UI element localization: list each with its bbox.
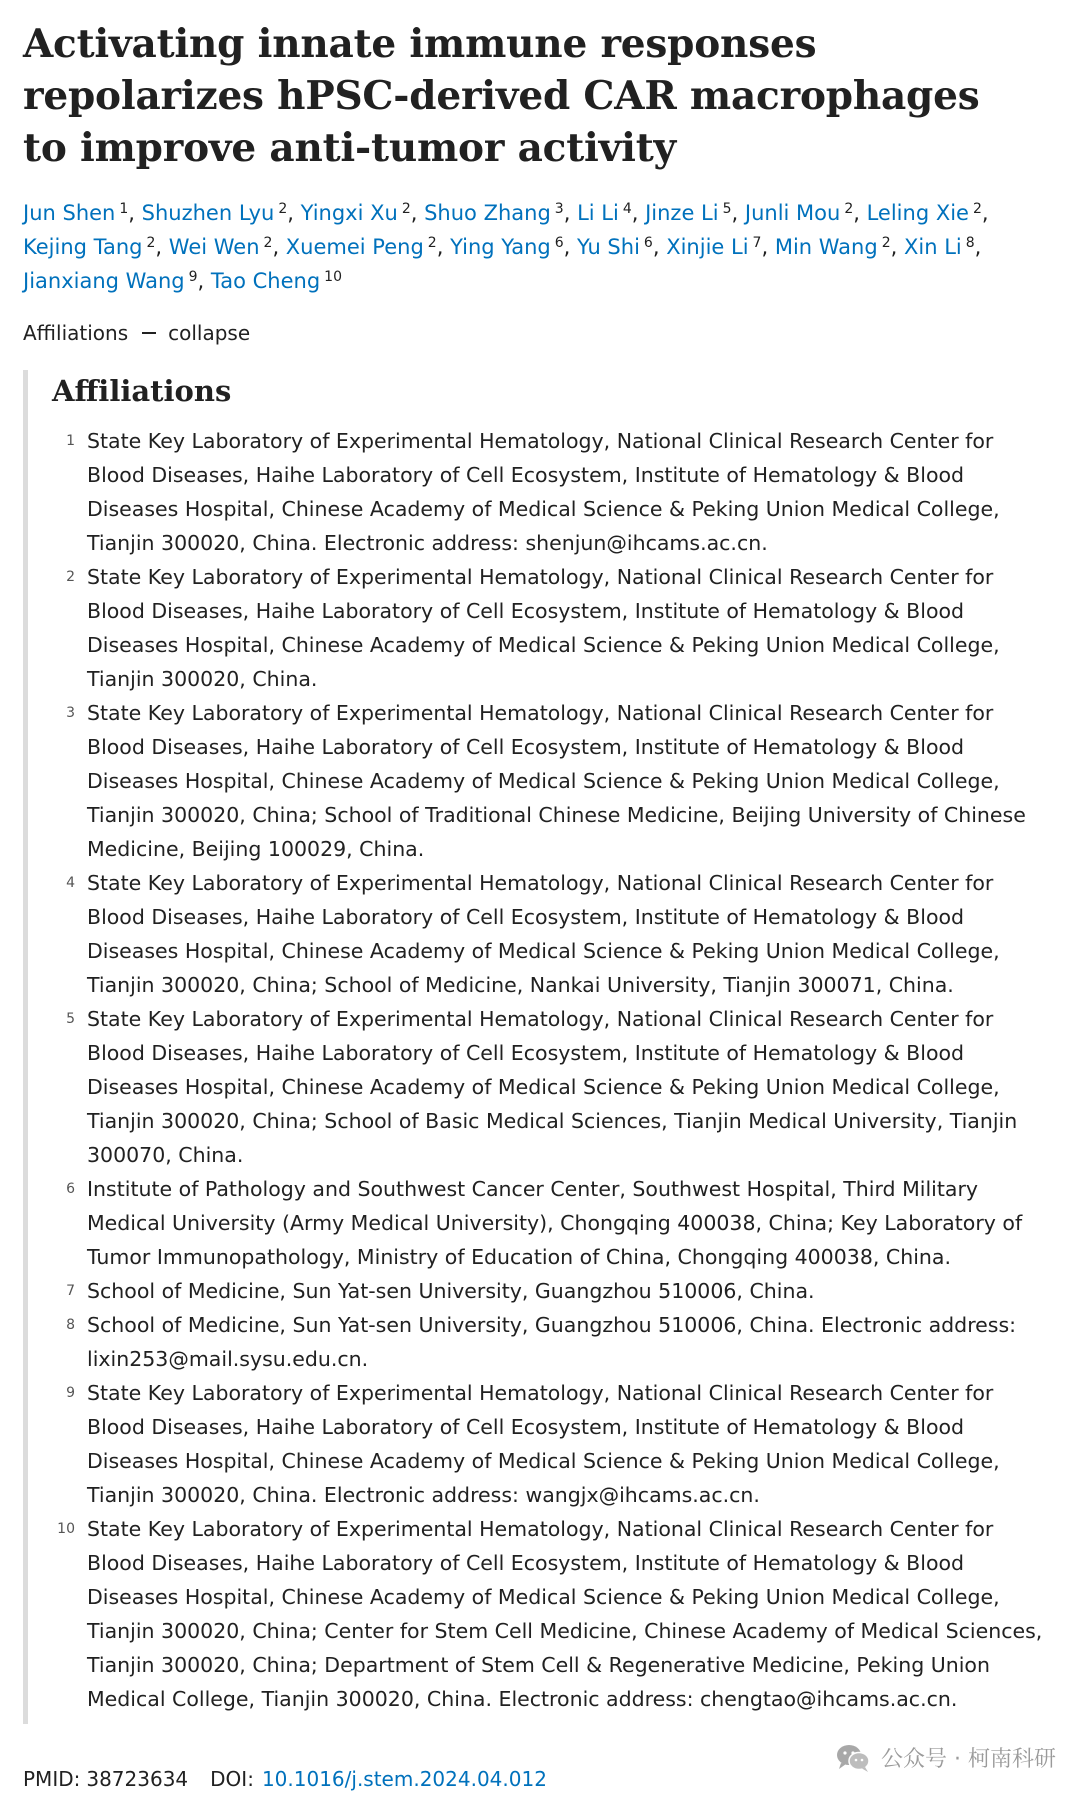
affiliation-item	[52, 1274, 1053, 1308]
author-item	[666, 235, 761, 259]
author-affiliation-ref[interactable]: 2	[146, 235, 156, 251]
author-affiliation-ref[interactable]: 7	[752, 235, 762, 251]
doi-link[interactable]: 10.1016/j.stem.2024.04.012	[261, 1767, 547, 1791]
affiliations-list	[52, 424, 1053, 1716]
pmid-label: PMID:	[23, 1767, 81, 1791]
collapse-button[interactable]: collapse	[168, 321, 251, 345]
author-affiliation-ref[interactable]: 2	[881, 235, 891, 251]
affiliations-toggle-label: Affiliations	[23, 321, 129, 345]
author-link[interactable]: Jinze Li	[645, 201, 719, 225]
author-item	[23, 269, 198, 293]
author-affiliation-ref[interactable]: 2	[263, 235, 273, 251]
author-link[interactable]: Xinjie Li	[666, 235, 749, 259]
author-item	[577, 235, 653, 259]
author-item	[645, 201, 731, 225]
affiliation-text: State Key Laboratory of Experimental Hematology, National Clinical Research Center for Blood Diseases, Haihe Laboratory of Cell Ecosystem, Institute of Hematology & Blood Diseases Hospital, Chinese Academy of Medical Science & Peking Union Medical College, Tianjin 300020, China; School of Traditional Chinese Medicine, Beijing University of Chinese Medicine, Beijing 100029, China.	[87, 701, 1026, 861]
affiliation-item	[52, 1376, 1053, 1512]
affiliation-item	[52, 560, 1053, 696]
author-item	[424, 201, 564, 225]
affiliation-item	[52, 424, 1053, 560]
affiliation-number: 7	[66, 1283, 75, 1299]
affiliation-number: 5	[66, 1011, 75, 1027]
author-item	[577, 201, 632, 225]
affiliation-number: 6	[66, 1181, 75, 1197]
affiliation-number: 9	[66, 1385, 75, 1401]
affiliation-item	[52, 1172, 1053, 1274]
author-list: Jun Shen $^1$, Shuzhen Lyu $^2$, Yingxi Xu $^2$, Shuo Zhang $^3$, Li Li $^4$, Jinze Li $^5$, Junli Mou $^2$, Leling Xie $^2$, Kejing Tang $^2$, Wei Wen $^2$, Xuemei Peng $^2$, Ying Yang $^6$, Yu Shi $^6$, Xinjie Li $^7$, Min Wang $^2$, Xin Li $^8$, Jianxiang Wang $^9$, Tao Cheng $^{10}$	[23, 201, 989, 293]
watermark-text: 公众号 · 柯南科研	[881, 1747, 1056, 1772]
author-link[interactable]: Xuemei Peng	[285, 235, 424, 259]
affiliations-panel	[23, 370, 1053, 1724]
affiliation-number: 3	[66, 705, 75, 721]
author-item	[904, 235, 975, 259]
author-link[interactable]: Yu Shi	[577, 235, 640, 259]
author-affiliation-ref[interactable]: 8	[965, 235, 975, 251]
affiliations-toggle[interactable]	[23, 318, 1053, 348]
article-page	[23, 18, 1053, 1794]
author-affiliation-ref[interactable]: 3	[554, 201, 564, 217]
author-affiliation-ref[interactable]: 2	[278, 201, 288, 217]
affiliation-item	[52, 1002, 1053, 1172]
author-item	[23, 235, 155, 259]
affiliations-heading: Affiliations	[52, 374, 232, 408]
collapse-dash-icon	[142, 332, 156, 334]
author-link[interactable]: Min Wang	[774, 235, 878, 259]
author-affiliation-ref[interactable]: 5	[722, 201, 732, 217]
author-link[interactable]: Tao Cheng	[210, 269, 321, 293]
affiliation-text: School of Medicine, Sun Yat-sen University, Guangzhou 510006, China. Electronic address: lixin253@mail.sysu.edu.cn.	[87, 1313, 1017, 1371]
author-affiliation-ref[interactable]: 2	[401, 201, 411, 217]
author-item	[867, 201, 982, 225]
affiliation-text: State Key Laboratory of Experimental Hematology, National Clinical Research Center for Blood Diseases, Haihe Laboratory of Cell Ecosystem, Institute of Hematology & Blood Diseases Hospital, Chinese Academy of Medical Science & Peking Union Medical College, Tianjin 300020, China.	[87, 565, 1000, 691]
author-affiliation-ref[interactable]: 2	[844, 201, 854, 217]
author-link[interactable]: Xin Li	[903, 235, 962, 259]
author-item	[169, 235, 273, 259]
author-affiliation-ref[interactable]: 6	[554, 235, 564, 251]
affiliation-number: 8	[66, 1317, 75, 1333]
author-link[interactable]: Leling Xie	[866, 201, 969, 225]
author-item	[286, 235, 437, 259]
affiliation-text: State Key Laboratory of Experimental Hematology, National Clinical Research Center for Blood Diseases, Haihe Laboratory of Cell Ecosystem, Institute of Hematology & Blood Diseases Hospital, Chinese Academy of Medical Science & Peking Union Medical College, Tianjin 300020, China; School of Medicine, Nankai University, Tianjin 300071, China.	[87, 871, 1000, 997]
author-link[interactable]: Wei Wen	[168, 235, 260, 259]
author-affiliation-ref[interactable]: 4	[622, 201, 632, 217]
author-link[interactable]: Jianxiang Wang	[23, 269, 185, 293]
affiliation-text: School of Medicine, Sun Yat-sen University, Guangzhou 510006, China.	[87, 1279, 815, 1303]
affiliation-text: State Key Laboratory of Experimental Hematology, National Clinical Research Center for Blood Diseases, Haihe Laboratory of Cell Ecosystem, Institute of Hematology & Blood Diseases Hospital, Chinese Academy of Medical Science & Peking Union Medical College, Tianjin 300020, China; Center for Stem Cell Medicine, Chinese Academy of Medical Sciences, Tianjin 300020, China; Department of Stem Cell & Regenerative Medicine, Peking Union Medical College, Tianjin 300020, China. Electronic address: chengtao@ihcams.ac.cn.	[87, 1517, 1043, 1711]
author-affiliation-ref[interactable]: 6	[643, 235, 653, 251]
affiliation-number: 10	[57, 1521, 75, 1537]
affiliation-number: 4	[66, 875, 75, 891]
affiliation-item	[52, 1308, 1053, 1376]
author-item	[450, 235, 564, 259]
author-affiliation-ref[interactable]: 10	[324, 269, 342, 285]
author-link[interactable]: Shuzhen Lyu	[141, 201, 275, 225]
affiliation-number: 1	[66, 433, 75, 449]
pmid-value: 38723634	[86, 1767, 189, 1791]
affiliation-item	[52, 1512, 1053, 1716]
author-item	[211, 269, 342, 293]
author-link[interactable]: Li Li	[577, 201, 619, 225]
author-item	[745, 201, 853, 225]
author-link[interactable]: Kejing Tang	[23, 235, 143, 259]
affiliation-number: 2	[66, 569, 75, 585]
affiliation-item	[52, 696, 1053, 866]
author-affiliation-ref[interactable]: 2	[972, 201, 982, 217]
author-affiliation-ref[interactable]: 9	[188, 269, 198, 285]
author-link[interactable]: Yingxi Xu	[300, 201, 398, 225]
author-affiliation-ref[interactable]: 2	[427, 235, 437, 251]
watermark	[835, 1742, 1056, 1773]
author-link[interactable]: Jun Shen	[23, 201, 116, 225]
author-item	[775, 235, 891, 259]
author-link[interactable]: Junli Mou	[744, 201, 841, 225]
author-item	[23, 201, 128, 225]
affiliation-text: Institute of Pathology and Southwest Cancer Center, Southwest Hospital, Third Military Medical University (Army Medical University), Chongqing 400038, China; Key Laboratory of Tumor Immunopathology, Ministry of Education of China, Chongqing 400038, China.	[87, 1177, 1023, 1269]
author-item	[301, 201, 411, 225]
affiliation-text: State Key Laboratory of Experimental Hematology, National Clinical Research Center for Blood Diseases, Haihe Laboratory of Cell Ecosystem, Institute of Hematology & Blood Diseases Hospital, Chinese Academy of Medical Science & Peking Union Medical College, Tianjin 300020, China. Electronic address: shenjun@ihcams.ac.cn.	[87, 429, 1000, 555]
author-link[interactable]: Ying Yang	[450, 235, 551, 259]
author-link[interactable]: Shuo Zhang	[424, 201, 551, 225]
author-item	[142, 201, 288, 225]
affiliation-text: State Key Laboratory of Experimental Hematology, National Clinical Research Center for Blood Diseases, Haihe Laboratory of Cell Ecosystem, Institute of Hematology & Blood Diseases Hospital, Chinese Academy of Medical Science & Peking Union Medical College, Tianjin 300020, China. Electronic address: wangjx@ihcams.ac.cn.	[87, 1381, 1000, 1507]
affiliation-item	[52, 866, 1053, 1002]
article-title: Activating innate immune responses repolarizes hPSC-derived CAR macrophages to improve anti-tumor activity	[23, 21, 980, 171]
doi-label: DOI:	[210, 1767, 254, 1791]
author-affiliation-ref[interactable]: 1	[119, 201, 129, 217]
wechat-icon	[835, 1743, 871, 1773]
affiliation-text: State Key Laboratory of Experimental Hematology, National Clinical Research Center for Blood Diseases, Haihe Laboratory of Cell Ecosystem, Institute of Hematology & Blood Diseases Hospital, Chinese Academy of Medical Science & Peking Union Medical College, Tianjin 300020, China; School of Basic Medical Sciences, Tianjin Medical University, Tianjin 300070, China.	[87, 1007, 1018, 1167]
